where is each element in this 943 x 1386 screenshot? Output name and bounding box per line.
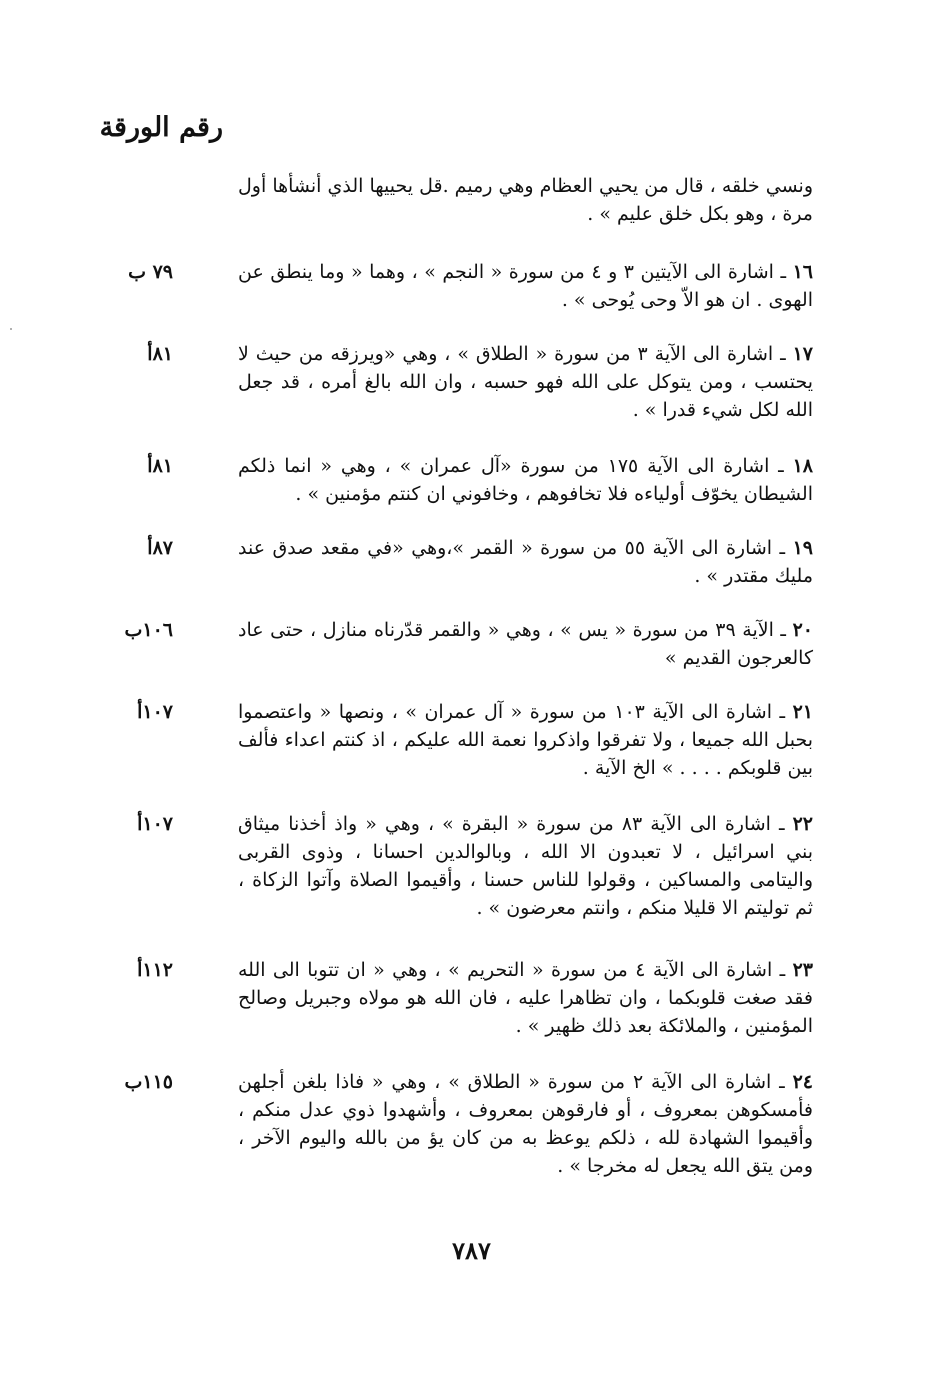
entry-text [238,452,813,508]
entry-text [238,1068,813,1180]
entry-text [238,616,813,672]
folio-ref: ١٠٧أ [137,813,173,835]
folio-ref: ٧٩ ب [128,261,173,283]
entry-text [238,956,813,1040]
entry-number: ٢٠ [792,619,813,641]
entry-number: ١٩ [792,537,813,559]
entry-body: ـ اشارة الى الآية ٢ من سورة « الطلاق » ، وهي « فاذا بلغن أجلهن فأمسكوهن بمعروف ، أو فارقوهن بمعروف ، وأشهدوا ذوي عدل منكم ، وأقيموا الشهادة لله ، ذلكم يوعظ به من كان يؤ من بالله واليوم الآخر ، ومن يتق الله يجعل له مخرجا » . [238,1071,813,1177]
column-header: رقم الورقة [99,112,223,143]
entry-body: ـ اشارة الى الآية ١٠٣ من سورة « آل عمران » ، ونصها « واعتصموا بحبل الله جميعا ، ولا تفرقوا واذكروا نعمة الله عليكم ، اذ كنتم اعداء فألف بين قلوبكم . . . . » الخ الآية . [238,701,813,779]
entry-body: ـ الآية ٣٩ من سورة « يس » ، وهي « والقمر قدّرناه منازل ، حتى عاد كالعرجون القديم » [238,619,813,669]
folio-ref: ٨٧أ [147,537,173,559]
folio-ref: ٨١أ [147,343,173,365]
entry-text [238,340,813,424]
entry-number: ١٨ [792,455,813,477]
entry-text [238,810,813,922]
entry-body: ـ اشارة الى الآية ٤ من سورة « التحريم » ، وهي « ان تتوبا الى الله فقد صغت قلوبكما ، وان تظاهرا عليه ، فان الله هو مولاه وجبريل وصالح المؤمنين ، والملائكة بعد ذلك ظهير » . [238,959,813,1037]
entry-number: ٢٤ [792,1071,813,1093]
entry-number: ١٦ [792,261,813,283]
entry-body: ـ اشارة الى الآية ٨٣ من سورة « البقرة » ، وهي « واذ أخذنا ميثاق بني اسرائيل ، لا تعبدون الا الله ، وبالوالدين احسانا ، وذوى القربى واليتامى والمساكين ، وقولوا للناس حسنا ، وأقيموا الصلاة وآتوا الزكاة ، ثم توليتم الا قليلا منكم ، وانتم معرضون » . [238,813,813,919]
intro-text: ونسي خلقه ، قال من يحيي العظام وهي رميم .قل يحييها الذي أنشأها أول مرة ، وهو بكل خلق عليم » . [238,175,813,225]
entry-number: ٢٢ [792,813,813,835]
entry-body: ـ اشارة الى الآية ٥٥ من سورة « القمر »،وهي «في مقعد صدق عند مليك مقتدر » . [238,537,813,587]
folio-ref: ١١٢أ [137,959,173,981]
entry-number: ٢١ [792,701,814,723]
entry-text [238,698,813,782]
entry-body: ـ اشارة الى الآية ٣ من سورة « الطلاق » ، وهي «ويرزقه من حيث لا يحتسب ، ومن يتوكل على الله فهو حسبه ، وان الله بالغ أمره ، قد جعل الله لكل شيء قدرا » . [238,343,813,421]
entry-text [238,258,813,314]
entry-body: ـ اشارة الى الآية ١٧٥ من سورة «آل عمران » ، وهي « انما ذلكم الشيطان يخوّف أولياءه فلا تخافوهم ، وخافوني ان كنتم مؤمنين » . [238,455,813,505]
scan-speck [10,328,12,330]
entry-text [238,534,813,590]
entry-number: ١٧ [792,343,813,365]
folio-ref: ١٠٦ب [124,619,173,641]
entry-body: ـ اشارة الى الآيتين ٣ و ٤ من سورة « النجم » ، وهما « وما ينطق عن الهوى . ان هو الاّ وحى يُوحى » . [238,261,813,311]
folio-ref: ١٠٧أ [137,701,173,723]
page-number: ٧٨٧ [452,1236,491,1265]
folio-ref: ١١٥ب [124,1071,173,1093]
entry-number: ٢٣ [792,959,813,981]
folio-ref: ٨١أ [147,455,173,477]
